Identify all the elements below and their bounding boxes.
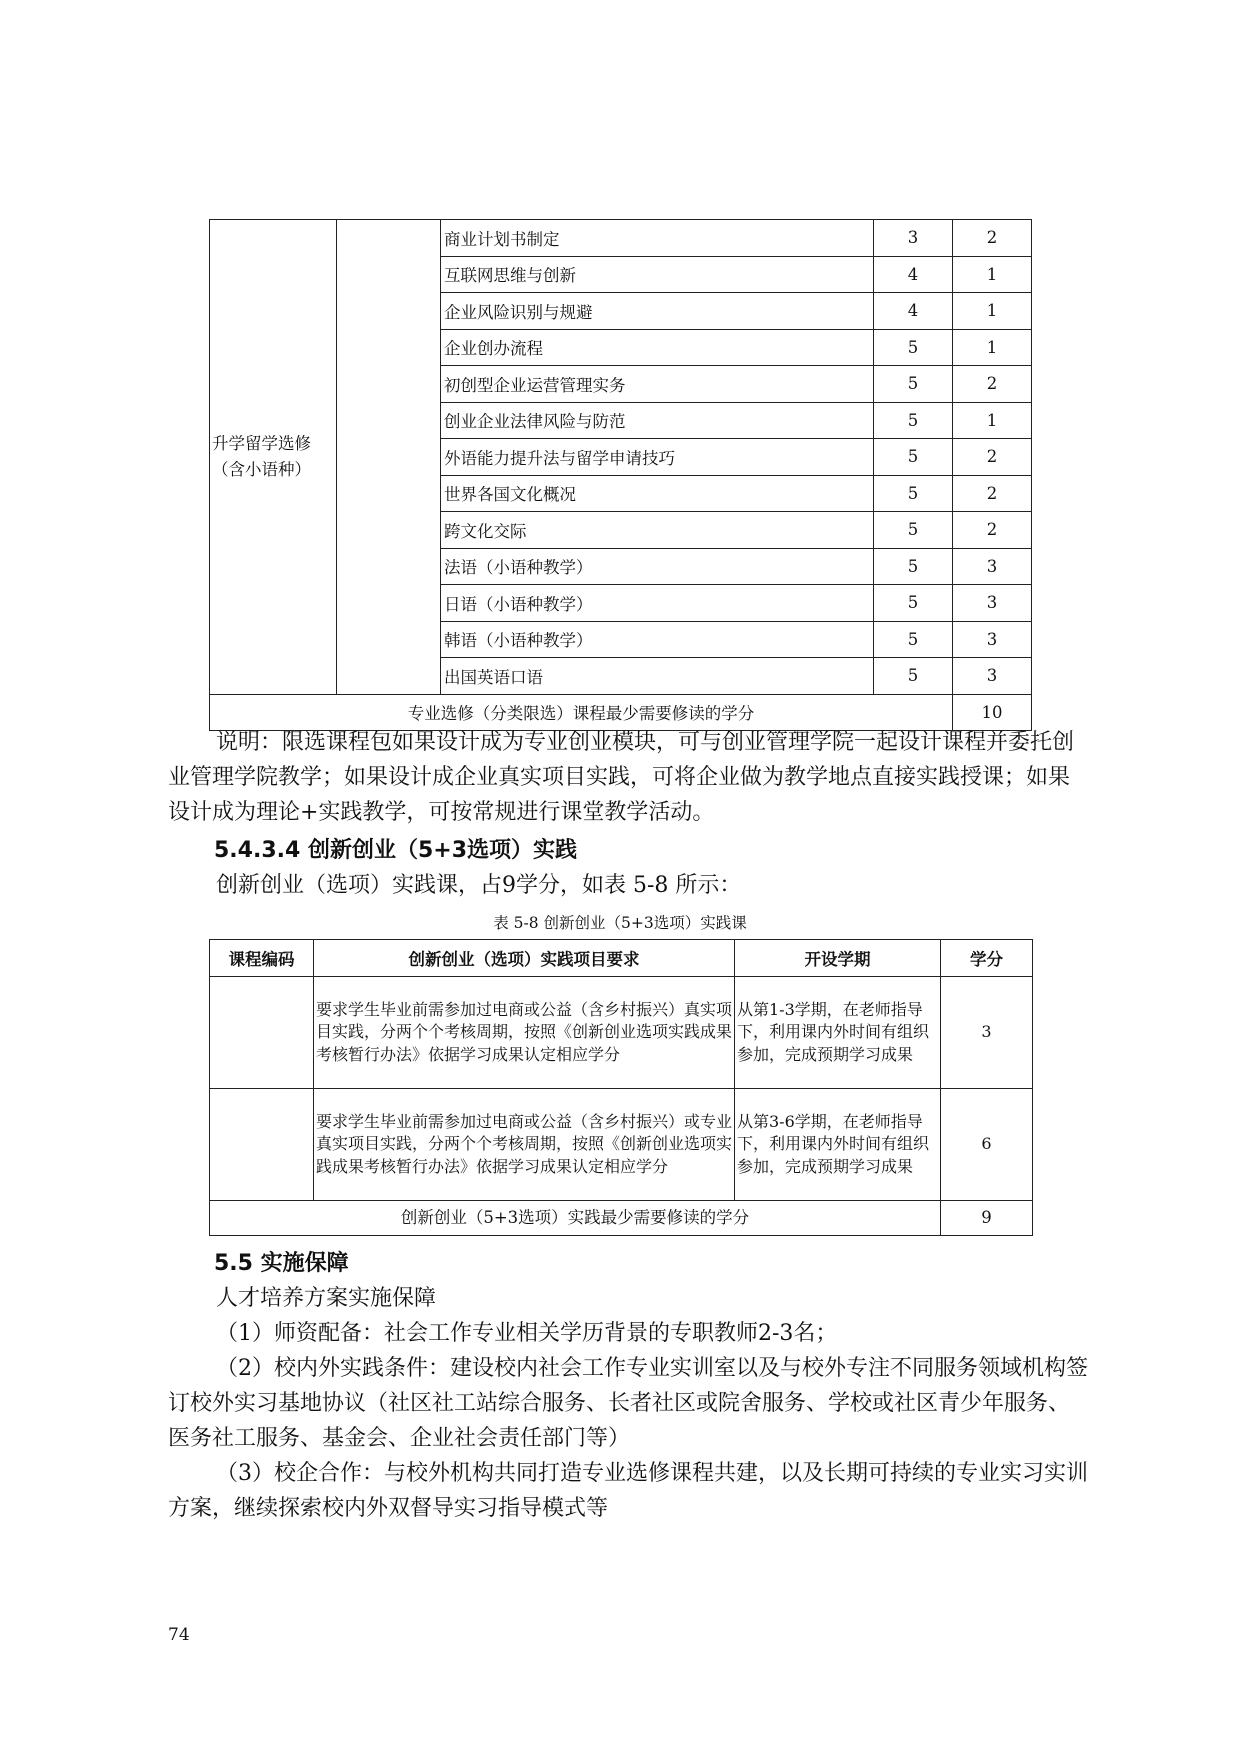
- practice-requirement: 要求学生毕业前需参加过电商或公益（含乡村振兴）真实项目实践，分两个个考核周期，按照《创新创业选项实践成果考核暂行办法》依据学习成果认定相应学分: [314, 977, 735, 1089]
- practice-table: [209, 939, 1033, 1236]
- summary-row: [210, 1201, 1033, 1236]
- section-heading: 5.4.3.4 创新创业（5+3选项）实践: [214, 838, 578, 863]
- course-name: 跨文化交际: [441, 512, 874, 549]
- elective-course-table: [209, 219, 1032, 731]
- course-name: 商业计划书制定: [441, 220, 874, 257]
- course-name: 企业风险识别与规避: [441, 293, 874, 330]
- table-row: [210, 220, 1032, 257]
- course-credits: 1: [953, 256, 1032, 293]
- course-credits: 3: [953, 585, 1032, 622]
- course-credits: 2: [953, 366, 1032, 403]
- course-semester: 5: [874, 439, 953, 476]
- course-semester: 3: [874, 220, 953, 257]
- course-credits: 3: [953, 621, 1032, 658]
- category-label: 升学留学选修（含小语种）: [212, 433, 311, 479]
- course-code: [210, 1089, 314, 1201]
- course-semester: 5: [874, 475, 953, 512]
- header-code: 课程编码: [210, 940, 314, 977]
- guarantee-item-2: （2）校内外实践条件：建设校内社会工作专业实训室以及与校外专注不同服务领域机构签订校外实习基地协议（社区社工站综合服务、长者社区或院舍服务、学校或社区青少年服务、医务社工服务、基金会、企业社会责任部门等）: [168, 1356, 1089, 1451]
- course-semester: 5: [874, 548, 953, 585]
- course-credits: 2: [953, 512, 1032, 549]
- category-cell: [210, 220, 337, 695]
- course-name: 企业创办流程: [441, 329, 874, 366]
- section-heading: 5.5 实施保障: [214, 1251, 349, 1276]
- course-name: 世界各国文化概况: [441, 475, 874, 512]
- course-credits: 1: [953, 329, 1032, 366]
- summary-label: 创新创业（5+3选项）实践最少需要修读的学分: [210, 1201, 941, 1236]
- practice-semester: 从第3-6学期，在老师指导下，利用课内外时间有组织参加，完成预期学习成果: [735, 1089, 941, 1201]
- summary-value: 9: [941, 1201, 1033, 1236]
- course-semester: 5: [874, 366, 953, 403]
- summary-label: 专业选修（分类限选）课程最少需要修读的学分: [210, 694, 953, 731]
- practice-requirement: 要求学生毕业前需参加过电商或公益（含乡村振兴）或专业真实项目实践，分两个个考核周期，按照《创新创业选项实践成果考核暂行办法》依据学习成果认定相应学分: [314, 1089, 735, 1201]
- section-intro: 创新创业（选项）实践课，占9学分，如表 5-8 所示：: [216, 873, 742, 898]
- course-semester: 5: [874, 329, 953, 366]
- course-semester: 5: [874, 402, 953, 439]
- header-semester: 开设学期: [735, 940, 941, 977]
- course-semester: 5: [874, 512, 953, 549]
- course-name: 韩语（小语种教学）: [441, 621, 874, 658]
- table-caption: 表 5-8 创新创业（5+3选项）实践课: [493, 914, 747, 932]
- course-credits: 1: [953, 402, 1032, 439]
- guarantee-item-3: （3）校企合作：与校外机构共同打造专业选修课程共建，以及长期可持续的专业实习实训方案，继续探索校内外双督导实习指导模式等: [168, 1461, 1089, 1521]
- course-name: 外语能力提升法与留学申请技巧: [441, 439, 874, 476]
- course-name: 日语（小语种教学）: [441, 585, 874, 622]
- course-credits: 1: [953, 293, 1032, 330]
- course-semester: 5: [874, 658, 953, 695]
- header-credits: 学分: [941, 940, 1033, 977]
- header-requirement: 创新创业（选项）实践项目要求: [314, 940, 735, 977]
- course-name: 法语（小语种教学）: [441, 548, 874, 585]
- table-row: [210, 977, 1033, 1089]
- table-header-row: [210, 940, 1033, 977]
- course-credits: 2: [953, 439, 1032, 476]
- course-credits: 2: [953, 475, 1032, 512]
- summary-value: 10: [953, 694, 1032, 731]
- course-name: 互联网思维与创新: [441, 256, 874, 293]
- course-credits: 3: [953, 658, 1032, 695]
- empty-cell: [337, 220, 441, 695]
- practice-semester: 从第1-3学期，在老师指导下，利用课内外时间有组织参加，完成预期学习成果: [735, 977, 941, 1089]
- course-code: [210, 977, 314, 1089]
- practice-credits: 3: [941, 977, 1033, 1089]
- course-credits: 2: [953, 220, 1032, 257]
- course-semester: 5: [874, 585, 953, 622]
- section-subheading: 人才培养方案实施保障: [216, 1286, 437, 1311]
- practice-credits: 6: [941, 1089, 1033, 1201]
- table-row: [210, 1089, 1033, 1201]
- note-paragraph: 说明：限选课程包如果设计成为专业创业模块，可与创业管理学院一起设计课程并委托创业管理学院教学；如果设计成企业真实项目实践，可将企业做为教学地点直接实践授课；如果设计成为理论+实践教学，可按常规进行课堂教学活动。: [168, 730, 1075, 825]
- guarantee-item-1: （1）师资配备：社会工作专业相关学历背景的专职教师2-3名；: [216, 1321, 838, 1346]
- course-semester: 5: [874, 621, 953, 658]
- course-name: 创业企业法律风险与防范: [441, 402, 874, 439]
- course-semester: 4: [874, 293, 953, 330]
- page-number: 74: [168, 1625, 190, 1645]
- course-name: 初创型企业运营管理实务: [441, 366, 874, 403]
- course-name: 出国英语口语: [441, 658, 874, 695]
- course-semester: 4: [874, 256, 953, 293]
- course-credits: 3: [953, 548, 1032, 585]
